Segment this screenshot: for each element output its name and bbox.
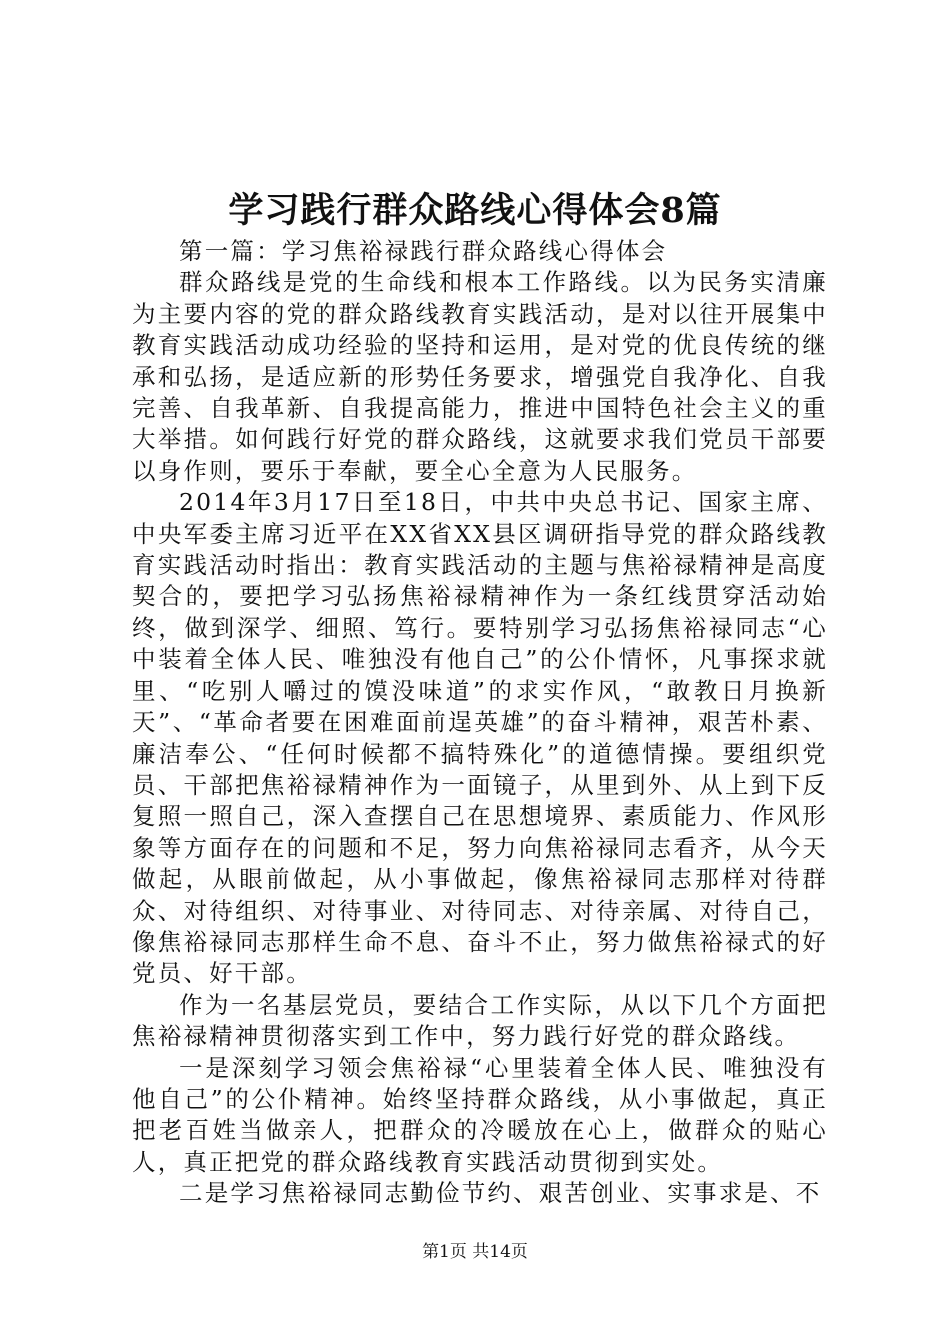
paragraph: 二是学习焦裕禄同志勤俭节约、艰苦创业、实事求是、不 xyxy=(179,1179,822,1208)
paragraph: 群众路线是党的生命线和根本工作路线。以为民务实清廉为主要内容的党的群众路线教育实践活动，是对以往开展集中教育实践活动成功经验的坚持和运用，是对党的优良传统的继承和弘扬，是适应新的形势任务要求，增强党自我净化、自我完善、自我革新、自我提高能力，推进中国特色社会主义的重大举措。如何践行好党的群众路线，这就要求我们党员干部要以身作则，要乐于奉献，要全心全意为人民服务。 xyxy=(132,268,828,485)
section-heading: 第一篇：学习焦裕禄践行群众路线心得体会 xyxy=(179,237,668,265)
document-title: 学习践行群众路线心得体会8篇 xyxy=(228,190,722,231)
paragraph: 一是深刻学习领会焦裕禄“心里装着全体人民、唯独没有他自己”的公仆精神。始终坚持群众路线，从小事做起，真正把老百姓当做亲人，把群众的冷暖放在心上，做群众的贴心人，真正把党的群众路线教育实践活动贯彻到实处。 xyxy=(132,1053,828,1176)
page-footer: 第1页 共14页 xyxy=(422,1242,528,1262)
paragraph: 作为一名基层党员，要结合工作实际，从以下几个方面把焦裕禄精神贯彻落实到工作中，努力践行好党的群众路线。 xyxy=(132,990,828,1051)
document-body xyxy=(132,236,828,1210)
paragraph: 2014年3月17日至18日，中共中央总书记、国家主席、中央军委主席习近平在XX省XX县区调研指导党的群众路线教育实践活动时指出：教育实践活动的主题与焦裕禄精神是高度契合的，要把学习弘扬焦裕禄精神作为一条红线贯穿活动始终，做到深学、细照、笃行。要特别学习弘扬焦裕禄同志“心中装着全体人民、唯独没有他自己”的公仆情怀，凡事探求就里、“吃别人嚼过的馍没味道”的求实作风，“敢教日月换新天”、“革命者要在困难面前逞英雄”的奋斗精神，艰苦朴素、廉洁奉公、“任何时候都不搞特殊化”的道德情操。要组织党员、干部把焦裕禄精神作为一面镜子，从里到外、从上到下反复照一照自己，深入查摆自己在思想境界、素质能力、作风形象等方面存在的问题和不足，努力向焦裕禄同志看齐，从今天做起，从眼前做起，从小事做起，像焦裕禄同志那样对待群众、对待组织、对待事业、对待同志、对待亲属、对待自己，像焦裕禄同志那样生命不息、奋斗不止，努力做焦裕禄式的好党员、好干部。 xyxy=(132,488,828,988)
